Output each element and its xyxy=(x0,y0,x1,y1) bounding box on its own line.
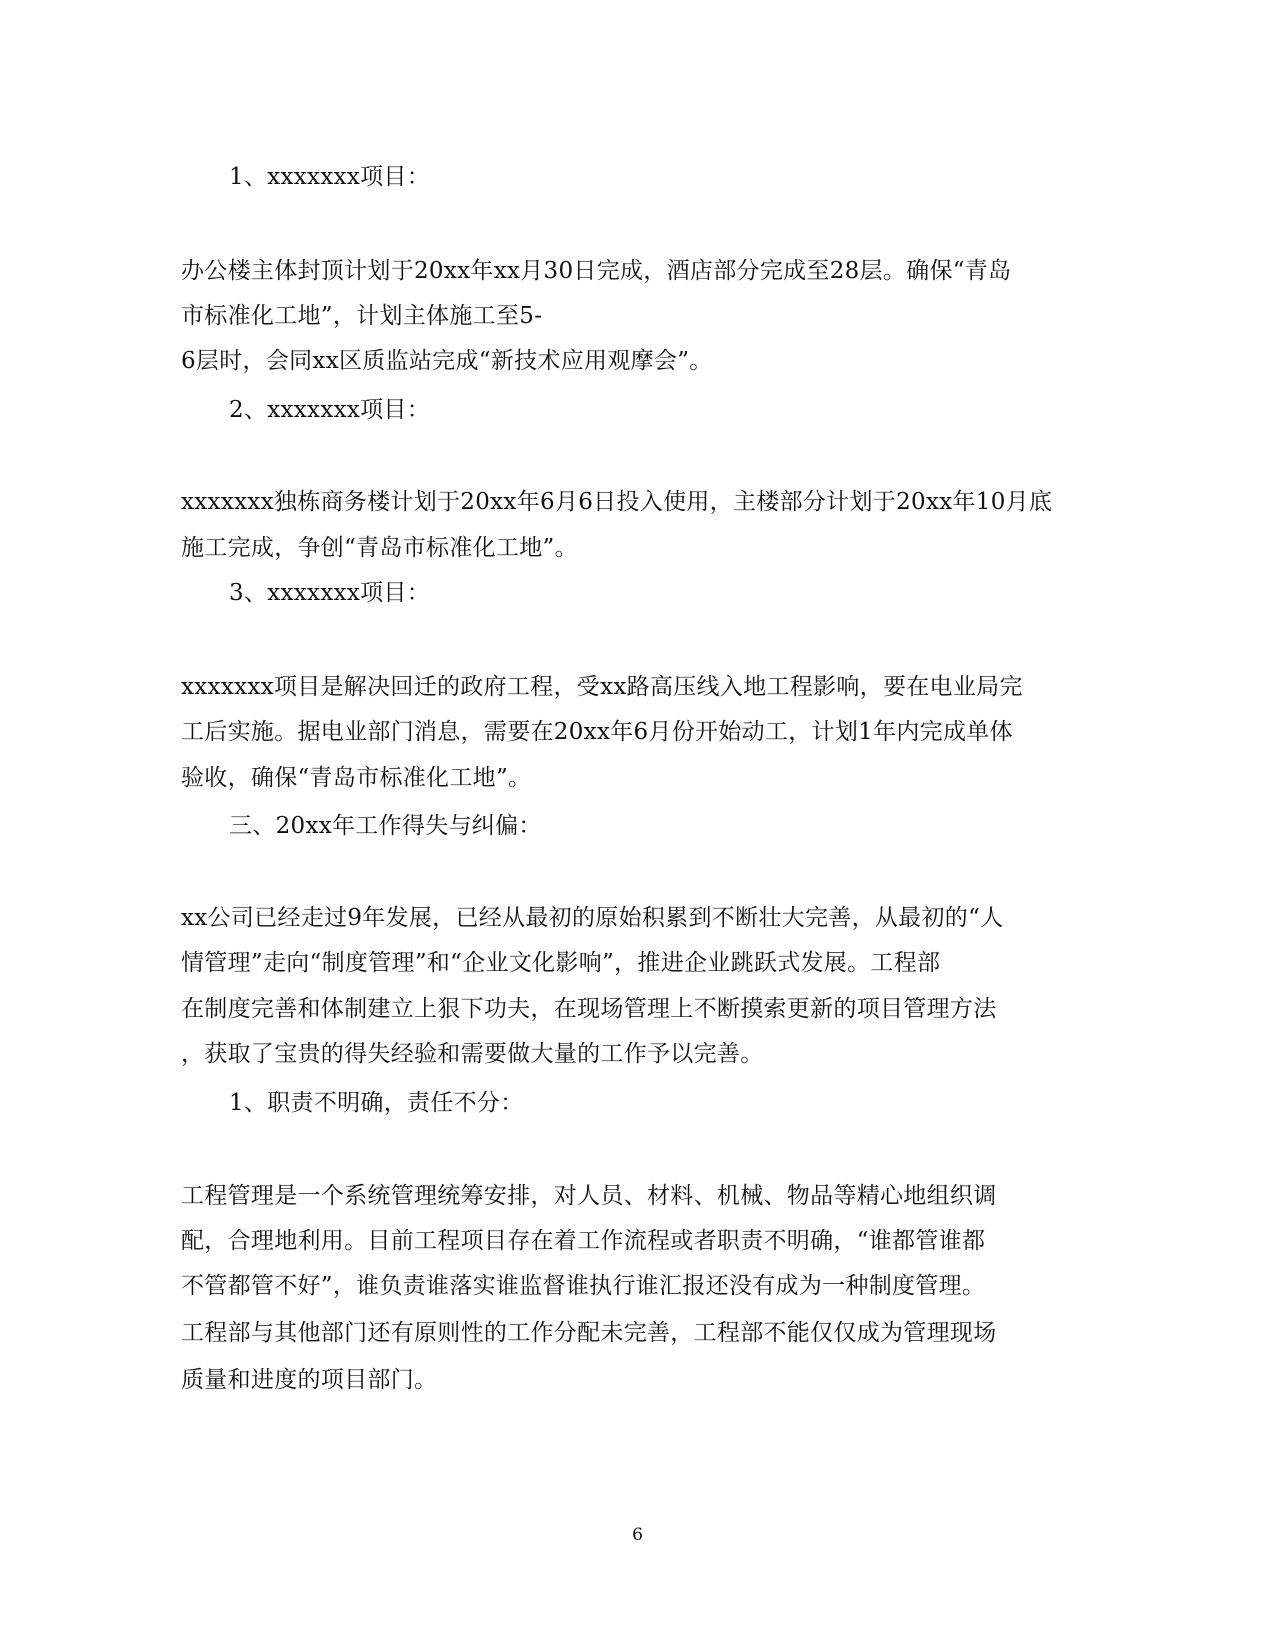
paragraph-line: 在制度完善和体制建立上狠下功夫，在现场管理上不断摸索更新的项目管理方法 xyxy=(181,996,997,1022)
paragraph-line: 办公楼主体封顶计划于20xx年xx月30日完成，酒店部分完成至28层。确保“青岛 xyxy=(181,258,1012,284)
paragraph-line: 情管理”走向“制度管理”和“企业文化影响”，推进企业跳跃式发展。工程部 xyxy=(181,950,941,976)
section-heading: 1、xxxxxxx项目： xyxy=(229,164,431,190)
section-heading: 1、职责不明确，责任不分： xyxy=(229,1090,524,1116)
paragraph-line: 工后实施。据电业部门消息，需要在20xx年6月份开始动工，计划1年内完成单体 xyxy=(181,719,1013,745)
paragraph-line: xxxxxxx项目是解决回迁的政府工程，受xx路高压线入地工程影响，要在电业局完 xyxy=(181,674,1023,700)
section-heading: 3、xxxxxxx项目： xyxy=(229,580,431,606)
paragraph-line: 市标准化工地”，计划主体施工至5- xyxy=(181,303,543,329)
paragraph-line: 6层时，会同xx区质监站完成“新技术应用观摩会”。 xyxy=(181,348,713,374)
section-heading: 2、xxxxxxx项目： xyxy=(229,397,431,423)
paragraph-line: 工程管理是一个系统管理统筹安排，对人员、材料、机械、物品等精心地组织调 xyxy=(181,1183,997,1209)
paragraph-line: xx公司已经走过9年发展，已经从最初的原始积累到不断壮大完善，从最初的“人 xyxy=(181,905,1004,931)
paragraph-line: ，获取了宝贵的得失经验和需要做大量的工作予以完善。 xyxy=(181,1041,764,1067)
paragraph-line: 不管都管不好”，谁负责谁落实谁监督谁执行谁汇报还没有成为一种制度管理。 xyxy=(181,1273,986,1299)
paragraph-line: 配，合理地利用。目前工程项目存在着工作流程或者职责不明确，“谁都管谁都 xyxy=(181,1228,986,1254)
paragraph-line: 质量和进度的项目部门。 xyxy=(181,1367,438,1393)
paragraph-line: 工程部与其他部门还有原则性的工作分配未完善，工程部不能仅仅成为管理现场 xyxy=(181,1320,997,1346)
paragraph-line: 验收，确保“青岛市标准化工地”。 xyxy=(181,765,532,791)
paragraph-line: 施工完成，争创“青岛市标准化工地”。 xyxy=(181,535,578,561)
page-number: 6 xyxy=(632,1525,643,1545)
paragraph-line: xxxxxxx独栋商务楼计划于20xx年6月6日投入使用，主楼部分计划于20xx年10月底 xyxy=(181,489,1053,515)
section-heading: 三、20xx年工作得失与纠偏： xyxy=(229,813,542,839)
